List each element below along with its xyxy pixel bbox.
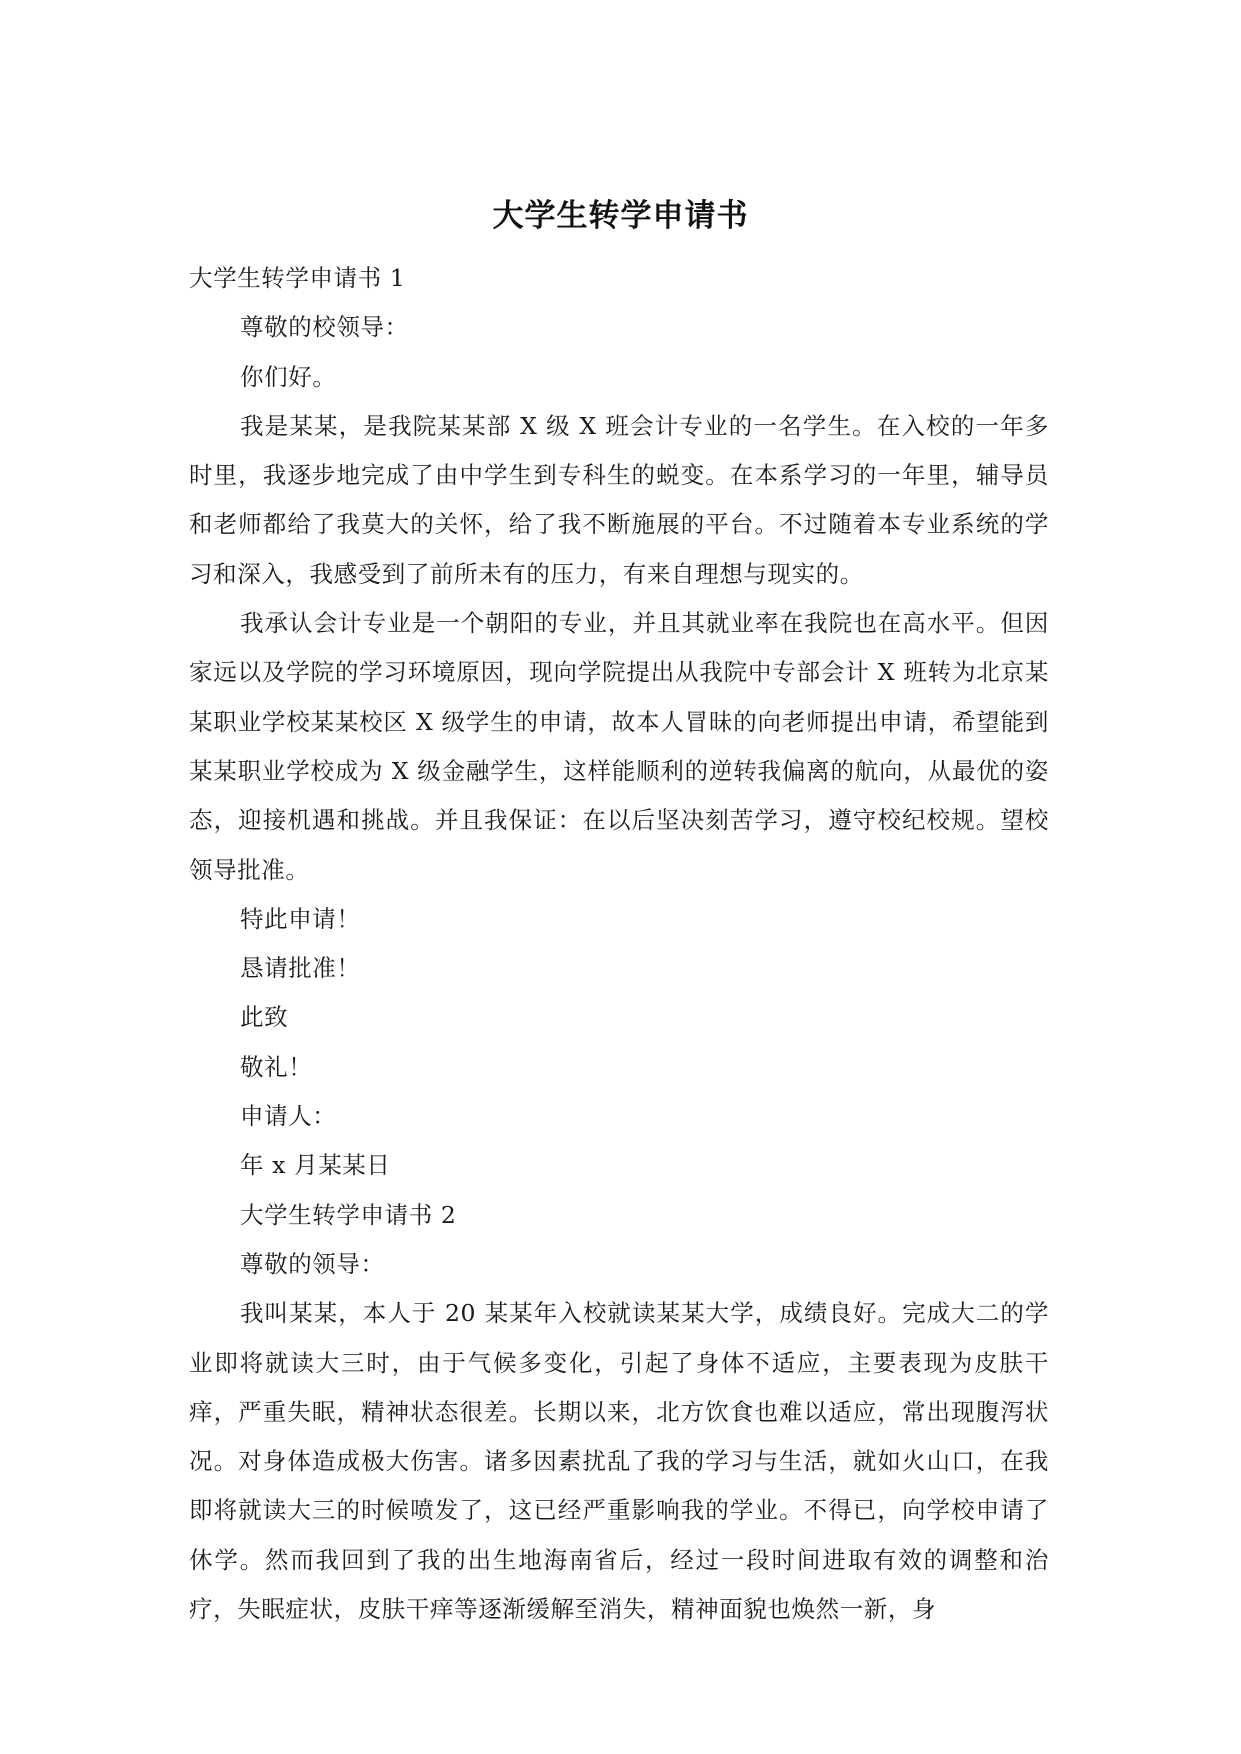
section1-greeting: 你们好。	[240, 362, 337, 391]
section1-salutation: 尊敬的校领导：	[240, 313, 409, 342]
section2-paragraph-1: 我叫某某，本人于 20 某某年入校就读某某大学，成绩良好。完成大二的学业即将就读大三时，由于气候多变化，引起了身体不适应，主要表现为皮肤干痒，严重失眠，精神状态很差。长期以来，北方饮食也难以适应，常出现腹泻状况。对身体造成极大伤害。诸多因素扰乱了我的学习与生活，就如火山口，在我即将就读大三的时候喷发了，这已经严重影响我的学业。不得已，向学校申请了休学。然而我回到了我的出生地海南省后，经过一段时间进取有效的调整和治疗，失眠症状，皮肤干痒等逐渐缓解至消失，精神面貌也焕然一新，身	[189, 1299, 1049, 1624]
section1-applicant: 申请人：	[240, 1102, 337, 1131]
section2-heading: 大学生转学申请书 2	[240, 1200, 457, 1229]
section1-closing-line-1: 此致	[240, 1003, 289, 1032]
section2-salutation: 尊敬的领导：	[240, 1249, 385, 1278]
section1-paragraph-2: 我承认会计专业是一个朝阳的专业，并且其就业率在我院也在高水平。但因家远以及学院的学习环境原因，现向学院提出从我院中专部会计 X 班转为北京某某职业学校某某校区 X 级学生的申请，故本人冒昧的向老师提出申请，希望能到某某职业学校成为 X 级金融学生，这样能顺利的逆转我偏离的航向，从最优的姿态，迎接机遇和挑战。并且我保证：在以后坚决刻苦学习，遵守校纪校规。望校领导批准。	[189, 609, 1049, 884]
section1-special-request: 特此申请！	[240, 904, 361, 933]
section1-date: 年 x 月某某日	[240, 1151, 391, 1180]
section1-heading: 大学生转学申请书 1	[189, 264, 406, 292]
document-title: 大学生转学申请书	[492, 198, 749, 234]
section1-paragraph-1: 我是某某，是我院某某部 X 级 X 班会计专业的一名学生。在入校的一年多时里，我逐步地完成了由中学生到专科生的蜕变。在本系学习的一年里，辅导员和老师都给了我莫大的关怀，给了我不断施展的平台。不过随着本专业系统的学习和深入，我感受到了前所未有的压力，有来自理想与现实的。	[189, 411, 1049, 588]
section1-closing-line-2: 敬礼！	[240, 1052, 313, 1081]
document-body	[189, 254, 1049, 1634]
section1-approval-request: 恳请批准！	[240, 954, 361, 983]
